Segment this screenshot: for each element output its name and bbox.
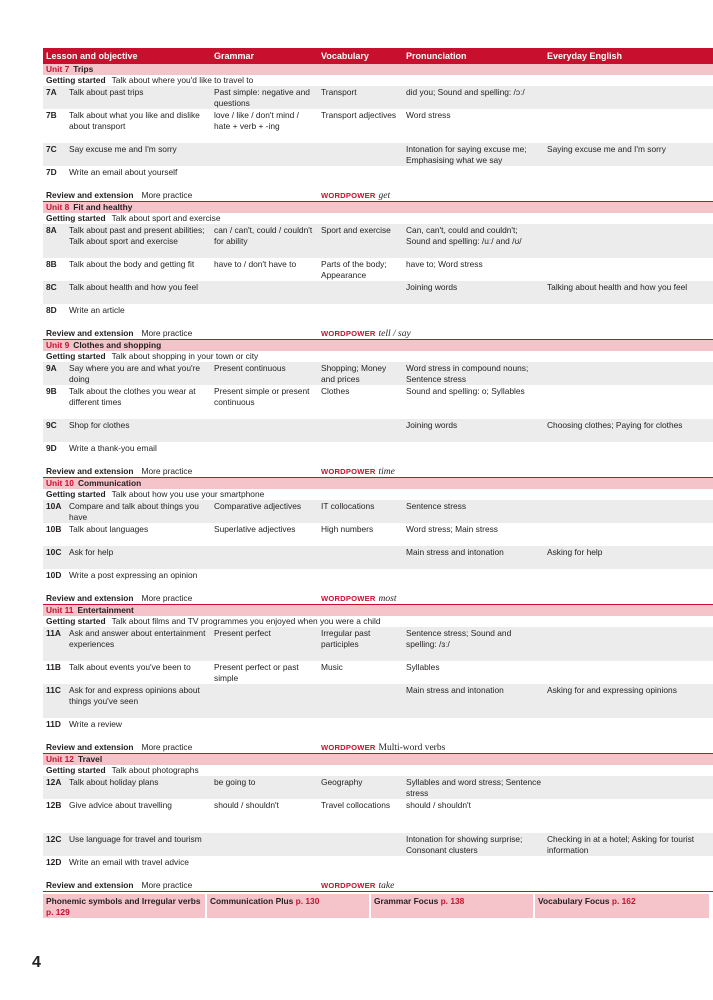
getting-started-row xyxy=(43,489,713,500)
wordpower-word: Multi-word verbs xyxy=(378,743,446,753)
wordpower-label: WORDPOWER xyxy=(321,329,376,338)
wordpower-word: tell / say xyxy=(378,329,411,339)
review-row xyxy=(43,741,713,754)
lesson-code: 8C xyxy=(46,282,57,292)
getting-started-row xyxy=(43,75,713,86)
eng-cell xyxy=(547,386,713,419)
lesson-row xyxy=(43,500,713,523)
review-label: Review and extension xyxy=(46,880,134,890)
eng-cell xyxy=(547,800,713,833)
gram-cell xyxy=(214,420,321,442)
footer-page: p. 162 xyxy=(611,896,636,906)
vocab-cell xyxy=(321,857,406,879)
lesson-row xyxy=(43,304,713,327)
vocab-cell xyxy=(321,547,406,569)
gram-cell xyxy=(214,144,321,166)
eng-cell xyxy=(547,259,713,281)
review-cell xyxy=(43,592,321,604)
lesson-code: 12D xyxy=(46,857,62,867)
vocab-cell: Clothes xyxy=(321,386,350,396)
pron-cell xyxy=(406,719,547,741)
eng-cell xyxy=(547,225,713,258)
wordpower-label: WORDPOWER xyxy=(321,881,376,890)
getting-started-text: Talk about shopping in your town or city xyxy=(111,351,259,361)
vocab-cell: Irregular past participles xyxy=(321,628,371,649)
getting-started-text: Talk about where you'd like to travel to xyxy=(111,75,254,85)
getting-started-label: Getting started xyxy=(46,351,106,361)
gram-cell: be going to xyxy=(214,777,256,787)
lesson-objective: Write an article xyxy=(69,305,125,315)
review-cell xyxy=(43,189,321,201)
unit-heading xyxy=(43,340,713,351)
wordpower-word: most xyxy=(378,594,397,604)
getting-started-label: Getting started xyxy=(46,489,106,499)
review-text: More practice xyxy=(141,880,193,890)
footer-label: Phonemic symbols and Irregular verbs xyxy=(46,896,201,906)
vocab-cell: Geography xyxy=(321,777,363,787)
lesson-code: 12A xyxy=(46,777,62,787)
lesson-objective: Talk about holiday plans xyxy=(69,777,159,787)
lesson-row xyxy=(43,258,713,281)
lesson-objective: Talk about what you like and dislike about transport xyxy=(69,110,200,131)
lesson-row xyxy=(43,856,713,879)
lesson-cell xyxy=(43,305,214,327)
gram-cell: Superlative adjectives xyxy=(214,524,296,534)
wordpower-label: WORDPOWER xyxy=(321,467,376,476)
header-grammar: Grammar xyxy=(214,51,255,61)
review-cell xyxy=(43,465,321,477)
review-text: More practice xyxy=(141,190,193,200)
review-label: Review and extension xyxy=(46,593,134,603)
review-label: Review and extension xyxy=(46,466,134,476)
lesson-code: 10B xyxy=(46,524,62,534)
vocab-cell xyxy=(321,420,406,442)
footer-label: Communication Plus xyxy=(210,896,294,906)
lesson-cell xyxy=(43,363,214,385)
eng-cell xyxy=(547,719,713,741)
footer-page: p. 138 xyxy=(440,896,465,906)
gram-cell xyxy=(214,443,321,465)
lesson-objective: Write an email with travel advice xyxy=(69,857,189,867)
footer-link[interactable] xyxy=(207,894,369,918)
wordpower-word: take xyxy=(378,881,395,891)
pron-cell: Syllables xyxy=(406,662,440,672)
vocab-cell: High numbers xyxy=(321,524,374,534)
gram-cell xyxy=(214,305,321,327)
lesson-cell xyxy=(43,719,214,741)
gram-cell xyxy=(214,685,321,718)
pron-cell: Can, can't, could and couldn't; Sound and spelling: /uː/ and /ʊ/ xyxy=(406,225,522,246)
lesson-code: 7C xyxy=(46,144,57,154)
pron-cell: have to; Word stress xyxy=(406,259,483,269)
lesson-row xyxy=(43,224,713,258)
vocab-cell xyxy=(321,282,406,304)
lesson-objective: Say where you are and what you're doing xyxy=(69,363,201,384)
lesson-row xyxy=(43,385,713,419)
lesson-objective: Compare and talk about things you have xyxy=(69,501,199,522)
eng-cell xyxy=(547,524,713,546)
lesson-row xyxy=(43,419,713,442)
wordpower-cell xyxy=(321,879,394,891)
unit-title: Fit and healthy xyxy=(73,202,133,212)
lesson-row xyxy=(43,776,713,799)
lesson-code: 7B xyxy=(46,110,57,120)
lesson-cell xyxy=(43,570,214,592)
lesson-cell xyxy=(43,386,214,419)
review-label: Review and extension xyxy=(46,328,134,338)
lesson-objective: Talk about languages xyxy=(69,524,149,534)
footer-label: Vocabulary Focus xyxy=(538,896,610,906)
unit-title: Communication xyxy=(77,478,142,488)
wordpower-cell xyxy=(321,465,395,477)
footer-link[interactable] xyxy=(371,894,533,918)
gram-cell: Present perfect or past simple xyxy=(214,662,299,683)
pron-cell: Sound and spelling: o; Syllables xyxy=(406,386,525,396)
vocab-cell: Transport adjectives xyxy=(321,110,397,120)
lesson-objective: Shop for clothes xyxy=(69,420,130,430)
unit-number: Unit 9 xyxy=(46,340,70,350)
unit-heading xyxy=(43,605,713,616)
lesson-row xyxy=(43,569,713,592)
lesson-objective: Talk about the body and getting fit xyxy=(69,259,195,269)
table-header xyxy=(43,48,713,64)
eng-cell: Choosing clothes; Paying for clothes xyxy=(547,420,683,430)
vocab-cell: Shopping; Money and prices xyxy=(321,363,387,384)
pron-cell xyxy=(406,443,547,465)
eng-cell xyxy=(547,167,713,189)
getting-started-row xyxy=(43,213,713,224)
eng-cell: Asking for and expressing opinions xyxy=(547,685,677,695)
unit-title: Trips xyxy=(73,64,94,74)
gram-cell xyxy=(214,857,321,879)
lesson-objective: Write a thank-you email xyxy=(69,443,157,453)
unit-heading xyxy=(43,754,713,765)
wordpower-word: get xyxy=(378,191,391,201)
wordpower-cell xyxy=(321,741,445,753)
vocab-cell: Sport and exercise xyxy=(321,225,391,235)
eng-cell xyxy=(547,570,713,592)
footer-page: p. 130 xyxy=(295,896,320,906)
lesson-code: 9B xyxy=(46,386,57,396)
header-everyday-english: Everyday English xyxy=(547,51,623,61)
unit-number: Unit 8 xyxy=(46,202,70,212)
lesson-objective: Write a post expressing an opinion xyxy=(69,570,198,580)
review-label: Review and extension xyxy=(46,190,134,200)
vocab-cell xyxy=(321,443,406,465)
lesson-row xyxy=(43,627,713,661)
wordpower-label: WORDPOWER xyxy=(321,191,376,200)
lesson-objective: Write a review xyxy=(69,719,122,729)
eng-cell xyxy=(547,363,713,385)
pron-cell: Syllables and word stress; Sentence stress xyxy=(406,777,542,798)
gram-cell: can / can't, could / couldn't for ability xyxy=(214,225,313,246)
lesson-row xyxy=(43,684,713,718)
footer-link[interactable] xyxy=(535,894,709,918)
pron-cell xyxy=(406,167,547,189)
review-text: More practice xyxy=(141,593,193,603)
lesson-cell xyxy=(43,259,214,281)
getting-started-text: Talk about films and TV programmes you enjoyed when you were a child xyxy=(111,616,381,626)
lesson-cell xyxy=(43,628,214,661)
pron-cell: Sentence stress; Sound and spelling: /ɜː/ xyxy=(406,628,512,649)
footer-link[interactable] xyxy=(43,894,205,918)
review-row xyxy=(43,327,713,340)
getting-started-row xyxy=(43,616,713,627)
header-lesson: Lesson and objective xyxy=(46,51,138,61)
pron-cell: Joining words xyxy=(406,420,458,430)
footer-label: Grammar Focus xyxy=(374,896,439,906)
gram-cell xyxy=(214,834,321,856)
review-label: Review and extension xyxy=(46,742,134,752)
lesson-code: 10C xyxy=(46,547,62,557)
lesson-code: 7A xyxy=(46,87,57,97)
lesson-code: 9D xyxy=(46,443,57,453)
vocab-cell: Travel collocations xyxy=(321,800,391,810)
footer-page: p. 129 xyxy=(46,907,70,917)
lesson-code: 8A xyxy=(46,225,57,235)
pron-cell: Joining words xyxy=(406,282,458,292)
pron-cell: Main stress and intonation xyxy=(406,685,504,695)
pron-cell: Word stress xyxy=(406,110,451,120)
lesson-cell xyxy=(43,662,214,684)
getting-started-text: Talk about photographs xyxy=(111,765,199,775)
lesson-row xyxy=(43,166,713,189)
vocab-cell xyxy=(321,305,406,327)
getting-started-row xyxy=(43,351,713,362)
getting-started-label: Getting started xyxy=(46,765,106,775)
pron-cell: Intonation for saying excuse me; Emphasising what we say xyxy=(406,144,527,165)
eng-cell xyxy=(547,777,713,799)
gram-cell: Present simple or present continuous xyxy=(214,386,310,407)
unit-number: Unit 7 xyxy=(46,64,70,74)
getting-started-label: Getting started xyxy=(46,75,106,85)
lesson-row xyxy=(43,523,713,546)
eng-cell xyxy=(547,501,713,523)
vocab-cell xyxy=(321,834,406,856)
lesson-row xyxy=(43,362,713,385)
vocab-cell xyxy=(321,719,406,741)
pron-cell: Sentence stress xyxy=(406,501,467,511)
gram-cell xyxy=(214,282,321,304)
lesson-cell xyxy=(43,443,214,465)
lesson-objective: Talk about the clothes you wear at different times xyxy=(69,386,196,407)
pron-cell: Word stress; Main stress xyxy=(406,524,498,534)
lesson-cell xyxy=(43,167,214,189)
vocab-cell: IT collocations xyxy=(321,501,375,511)
lesson-row xyxy=(43,718,713,741)
wordpower-cell xyxy=(321,592,396,604)
lesson-cell xyxy=(43,547,214,569)
lesson-objective: Talk about past trips xyxy=(69,87,144,97)
gram-cell xyxy=(214,167,321,189)
eng-cell: Asking for help xyxy=(547,547,603,557)
lesson-cell xyxy=(43,282,214,304)
review-text: More practice xyxy=(141,466,193,476)
wordpower-cell xyxy=(321,327,411,339)
lesson-cell xyxy=(43,501,214,523)
eng-cell xyxy=(547,857,713,879)
vocab-cell: Music xyxy=(321,662,343,672)
lesson-row xyxy=(43,661,713,684)
lesson-code: 11B xyxy=(46,662,61,672)
gram-cell xyxy=(214,570,321,592)
lesson-row xyxy=(43,833,713,856)
unit-heading xyxy=(43,202,713,213)
lesson-objective: Talk about events you've been to xyxy=(69,662,191,672)
lesson-code: 9A xyxy=(46,363,57,373)
eng-cell xyxy=(547,443,713,465)
pron-cell xyxy=(406,305,547,327)
vocab-cell: Transport xyxy=(321,87,357,97)
lesson-code: 12B xyxy=(46,800,62,810)
review-row xyxy=(43,189,713,202)
header-pronunciation: Pronunciation xyxy=(406,51,467,61)
pron-cell: should / shouldn't xyxy=(406,800,471,810)
eng-cell xyxy=(547,305,713,327)
gram-cell xyxy=(214,719,321,741)
gram-cell: love / like / don't mind / hate + verb + -ing xyxy=(214,110,299,131)
getting-started-row xyxy=(43,765,713,776)
lesson-cell xyxy=(43,87,214,109)
review-cell xyxy=(43,879,321,891)
lesson-code: 11D xyxy=(46,719,61,729)
lesson-objective: Talk about past and present abilities; Talk about sport and exercise xyxy=(69,225,205,246)
unit-heading xyxy=(43,64,713,75)
lesson-objective: Write an email about yourself xyxy=(69,167,178,177)
unit-title: Entertainment xyxy=(77,605,134,615)
gram-cell: have to / don't have to xyxy=(214,259,297,269)
lesson-objective: Give advice about travelling xyxy=(69,800,172,810)
lesson-code: 10A xyxy=(46,501,62,511)
gram-cell: should / shouldn't xyxy=(214,800,279,810)
lesson-code: 11A xyxy=(46,628,61,638)
lesson-code: 10D xyxy=(46,570,62,580)
lesson-cell xyxy=(43,857,214,879)
eng-cell xyxy=(547,87,713,109)
lesson-row xyxy=(43,442,713,465)
lesson-code: 8D xyxy=(46,305,57,315)
lesson-code: 7D xyxy=(46,167,57,177)
wordpower-label: WORDPOWER xyxy=(321,743,376,752)
lesson-objective: Ask and answer about entertainment experiences xyxy=(69,628,206,649)
gram-cell: Comparative adjectives xyxy=(214,501,302,511)
unit-number: Unit 12 xyxy=(46,754,74,764)
lesson-cell xyxy=(43,834,214,856)
unit-number: Unit 10 xyxy=(46,478,74,488)
pron-cell xyxy=(406,570,547,592)
lesson-row xyxy=(43,281,713,304)
vocab-cell xyxy=(321,144,406,166)
review-text: More practice xyxy=(141,328,193,338)
pron-cell: did you; Sound and spelling: /ɔː/ xyxy=(406,87,525,97)
footer-links xyxy=(43,894,713,918)
review-row xyxy=(43,879,713,892)
wordpower-word: time xyxy=(378,467,395,477)
review-text: More practice xyxy=(141,742,193,752)
lesson-cell xyxy=(43,777,214,799)
lesson-cell xyxy=(43,524,214,546)
units-container xyxy=(43,64,713,892)
lesson-code: 9C xyxy=(46,420,57,430)
getting-started-text: Talk about sport and exercise xyxy=(111,213,221,223)
eng-cell: Checking in at a hotel; Asking for tourist information xyxy=(547,834,695,855)
lesson-objective: Say excuse me and I'm sorry xyxy=(69,144,177,154)
lesson-objective: Ask for help xyxy=(69,547,114,557)
lesson-objective: Ask for and express opinions about things you've seen xyxy=(69,685,200,706)
eng-cell xyxy=(547,662,713,684)
lesson-cell xyxy=(43,225,214,258)
pron-cell: Intonation for showing surprise; Consonant clusters xyxy=(406,834,523,855)
pron-cell xyxy=(406,857,547,879)
vocab-cell: Parts of the body; Appearance xyxy=(321,259,387,280)
review-cell xyxy=(43,327,321,339)
lesson-cell xyxy=(43,110,214,143)
lesson-cell xyxy=(43,420,214,442)
unit-number: Unit 11 xyxy=(46,605,74,615)
gram-cell: Present continuous xyxy=(214,363,286,373)
lesson-cell xyxy=(43,144,214,166)
lesson-row xyxy=(43,799,713,833)
syllabus-table xyxy=(43,48,713,918)
lesson-row xyxy=(43,546,713,569)
lesson-row xyxy=(43,109,713,143)
review-row xyxy=(43,465,713,478)
gram-cell xyxy=(214,547,321,569)
eng-cell: Saying excuse me and I'm sorry xyxy=(547,144,666,154)
wordpower-cell xyxy=(321,189,390,201)
unit-title: Clothes and shopping xyxy=(73,340,162,350)
lesson-row xyxy=(43,86,713,109)
gram-cell: Past simple: negative and questions xyxy=(214,87,310,108)
lesson-code: 8B xyxy=(46,259,57,269)
lesson-cell xyxy=(43,685,214,718)
review-row xyxy=(43,592,713,605)
getting-started-label: Getting started xyxy=(46,213,106,223)
eng-cell xyxy=(547,628,713,661)
lesson-objective: Use language for travel and tourism xyxy=(69,834,202,844)
pron-cell: Word stress in compound nouns; Sentence stress xyxy=(406,363,529,384)
unit-title: Travel xyxy=(77,754,103,764)
page-number: 4 xyxy=(32,954,41,971)
lesson-cell xyxy=(43,800,214,833)
wordpower-label: WORDPOWER xyxy=(321,594,376,603)
vocab-cell xyxy=(321,570,406,592)
unit-heading xyxy=(43,478,713,489)
lesson-objective: Talk about health and how you feel xyxy=(69,282,198,292)
vocab-cell xyxy=(321,167,406,189)
lesson-code: 12C xyxy=(46,834,62,844)
lesson-row xyxy=(43,143,713,166)
review-cell xyxy=(43,741,321,753)
gram-cell: Present perfect xyxy=(214,628,271,638)
header-vocabulary: Vocabulary xyxy=(321,51,369,61)
pron-cell: Main stress and intonation xyxy=(406,547,504,557)
eng-cell xyxy=(547,110,713,143)
getting-started-text: Talk about how you use your smartphone xyxy=(111,489,265,499)
lesson-code: 11C xyxy=(46,685,61,695)
vocab-cell xyxy=(321,685,406,718)
getting-started-label: Getting started xyxy=(46,616,106,626)
eng-cell: Talking about health and how you feel xyxy=(547,282,688,292)
